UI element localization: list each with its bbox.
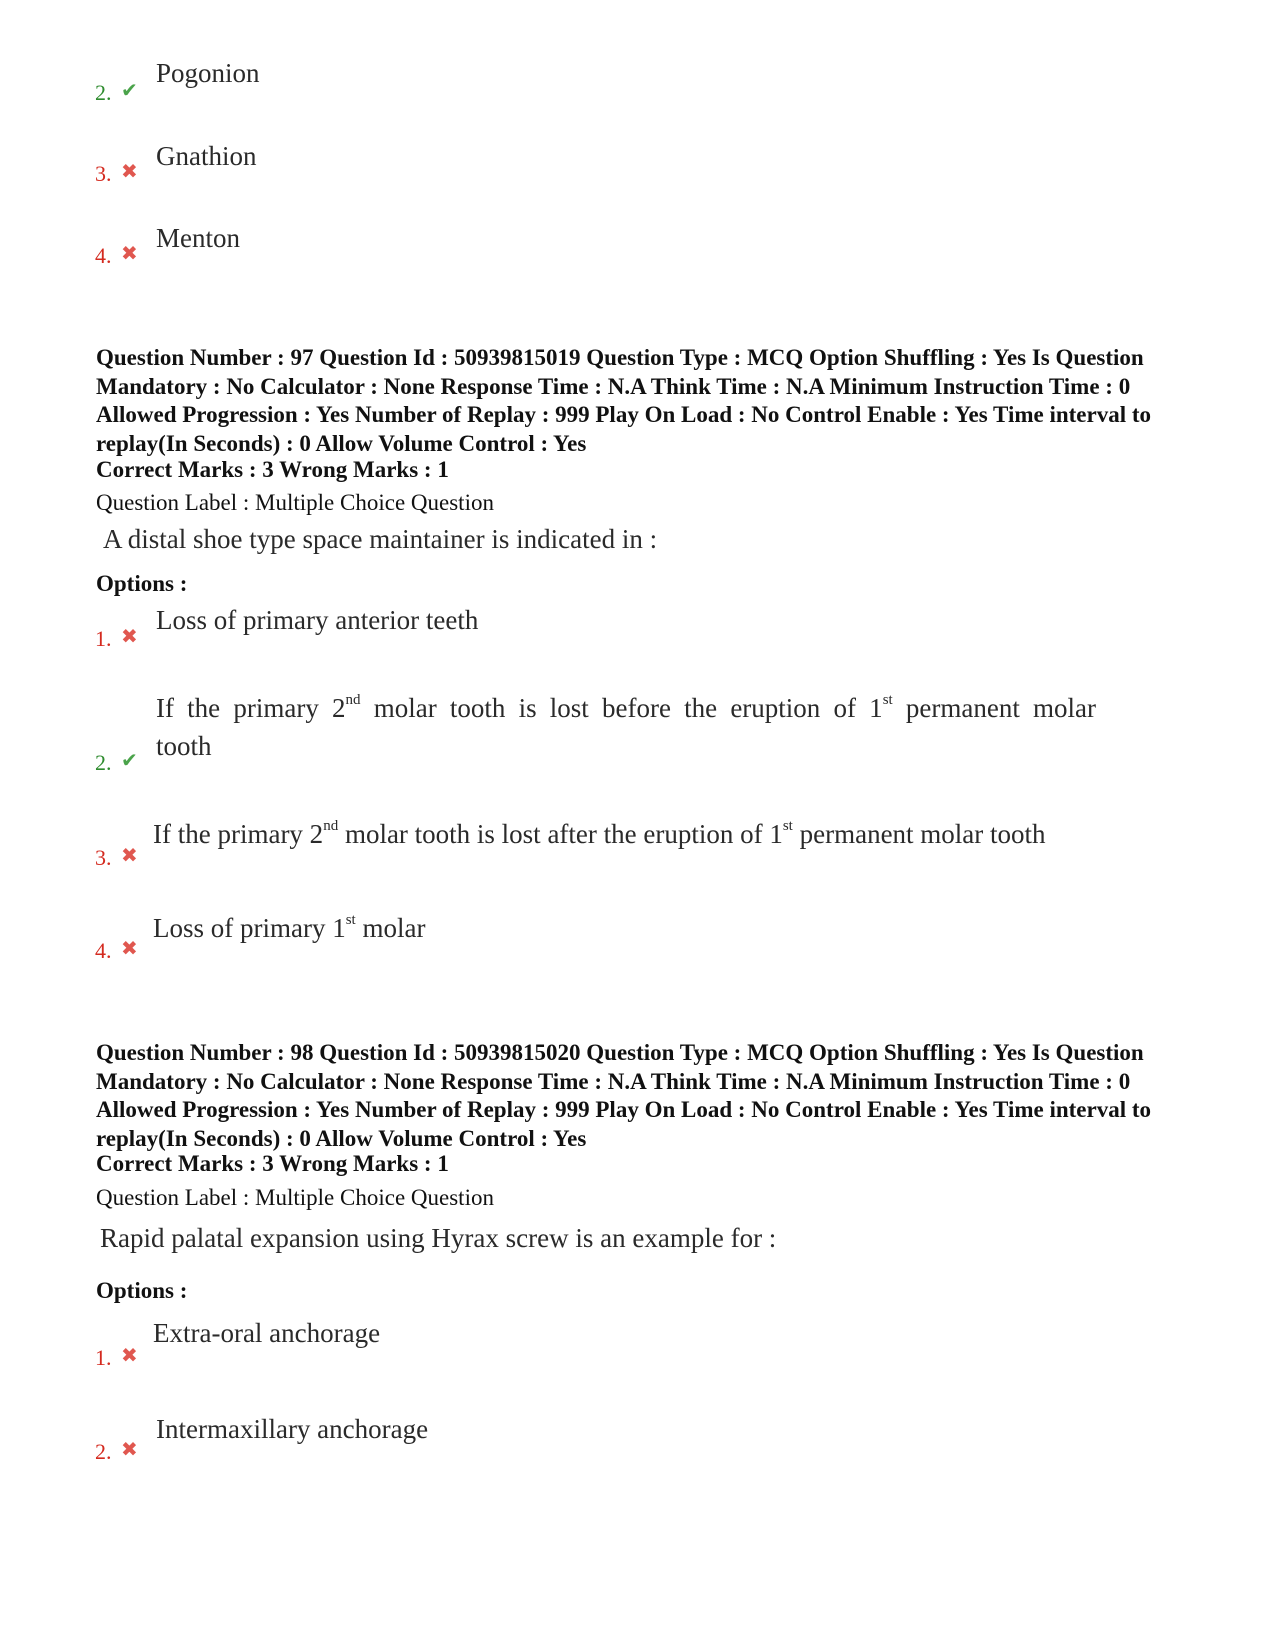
check-icon: ✔ (121, 78, 138, 102)
question-text: A distal shoe type space maintainer is indicated in : (103, 524, 658, 554)
text-part: molar tooth is lost after the eruption of 1 (338, 819, 783, 849)
question-marks: Correct Marks : 3 Wrong Marks : 1 (96, 1151, 449, 1176)
superscript: st (782, 818, 793, 834)
superscript: nd (323, 818, 339, 834)
cross-icon: ✖ (121, 624, 138, 648)
superscript: nd (345, 692, 361, 708)
options-heading: Options : (96, 571, 188, 596)
option-number: 1. (95, 626, 112, 651)
text-part: permanent molar (892, 693, 1097, 723)
option-text-line-2: tooth (156, 731, 212, 761)
question-meta: Question Number : 97 Question Id : 50939815019 Question Type : MCQ Option Shuffling : Yes Is Question Mandatory : No Calculator : None Response Time : N.A Think Time : N.A Minimum Instruction Time : 0 Allowed Progression : Yes Number of Replay : 999 Play On Load : No Control Enable : Yes Time interval to replay(In Seconds) : 0 Allow Volume Control : Yes (96, 345, 1152, 456)
option-number: 1. (95, 1345, 112, 1370)
text-part: If the primary 2 (153, 819, 324, 849)
cross-icon: ✖ (121, 159, 138, 183)
text-part: molar tooth is lost before the eruption of 1 (360, 693, 883, 723)
option-number: 4. (95, 243, 112, 268)
text-part: If the primary 2 (156, 693, 346, 723)
text-part: Loss of primary 1 (153, 913, 346, 943)
option-number: 2. (95, 750, 112, 775)
option-number: 2. (95, 80, 112, 105)
option-text (156, 693, 1096, 724)
superscript: st (345, 912, 356, 928)
option-number: 2. (95, 1439, 112, 1464)
question-marks: Correct Marks : 3 Wrong Marks : 1 (96, 457, 449, 482)
option-text (153, 819, 1046, 850)
cross-icon: ✖ (121, 241, 138, 265)
question-text: Rapid palatal expansion using Hyrax screw is an example for : (100, 1223, 777, 1253)
option-text: Loss of primary anterior teeth (156, 605, 479, 635)
question-label: Question Label : Multiple Choice Question (96, 490, 494, 515)
question-meta: Question Number : 98 Question Id : 50939815020 Question Type : MCQ Option Shuffling : Yes Is Question Mandatory : No Calculator : None Response Time : N.A Think Time : N.A Minimum Instruction Time : 0 Allowed Progression : Yes Number of Replay : 999 Play On Load : No Control Enable : Yes Time interval to replay(In Seconds) : 0 Allow Volume Control : Yes (96, 1040, 1152, 1151)
superscript: st (882, 692, 893, 708)
cross-icon: ✖ (121, 936, 138, 960)
option-text: Extra-oral anchorage (153, 1318, 381, 1348)
option-text: Menton (156, 223, 240, 253)
option-number: 3. (95, 161, 112, 186)
option-number: 4. (95, 938, 112, 963)
option-text: Pogonion (156, 58, 260, 88)
options-heading: Options : (96, 1278, 188, 1303)
check-icon: ✔ (121, 748, 138, 772)
option-text (153, 913, 425, 944)
option-text: Intermaxillary anchorage (156, 1414, 429, 1444)
text-part: molar (355, 913, 426, 943)
text-part: permanent molar tooth (792, 819, 1046, 849)
option-number: 3. (95, 845, 112, 870)
cross-icon: ✖ (121, 1437, 138, 1461)
cross-icon: ✖ (121, 843, 138, 867)
question-label: Question Label : Multiple Choice Question (96, 1185, 494, 1210)
option-text: Gnathion (156, 141, 257, 171)
cross-icon: ✖ (121, 1343, 138, 1367)
